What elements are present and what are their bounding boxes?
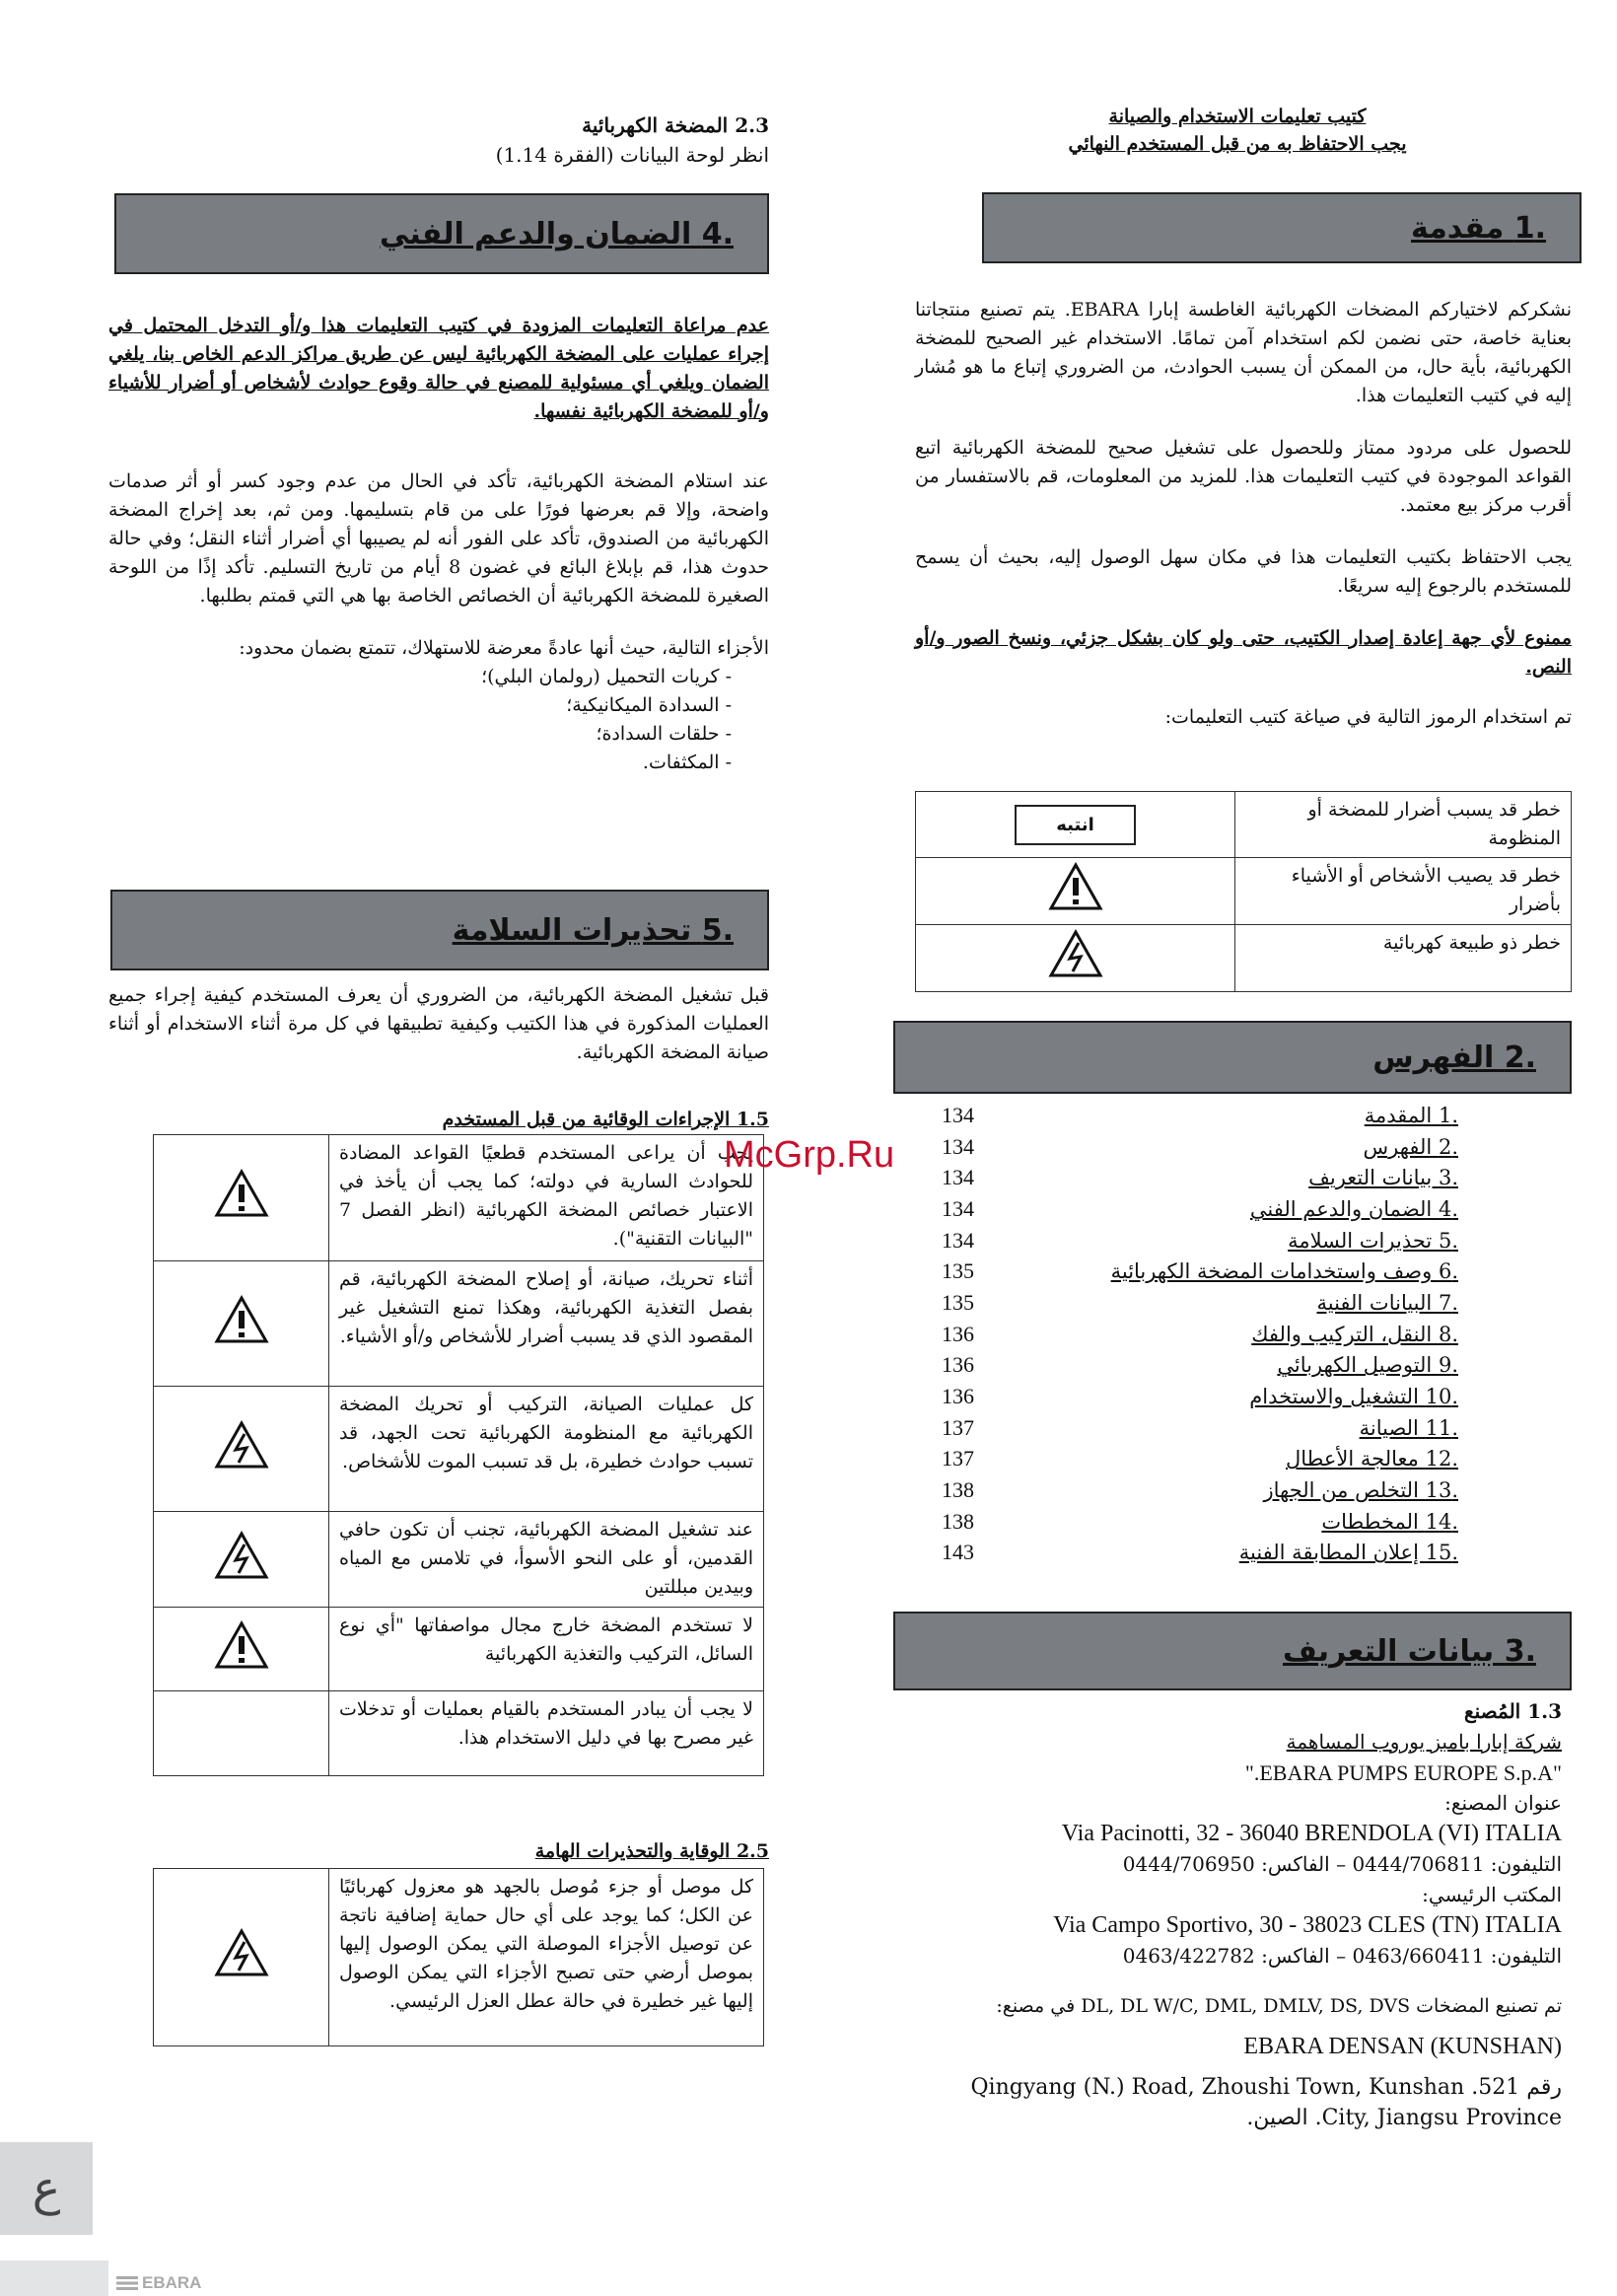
- document-title: [1055, 103, 1420, 158]
- toc-label: .10 التشغيل والاستخدام: [1249, 1385, 1458, 1409]
- office-label: المكتب الرئيسي:: [1422, 1883, 1562, 1906]
- warning-triangle-icon: [214, 1295, 269, 1344]
- toc-item[interactable]: [942, 1412, 1458, 1444]
- precaution-text: لا يجب أن يبادر المستخدم بالقيام بعمليات أو تدخلات غير مصرح بها في دليل الاستخدام هذا.: [329, 1691, 764, 1776]
- precaution-text: أثناء تحريك، صيانة، أو إصلاح المضخة الكهربائية، قم بفصل التغذية الكهربائية، وهكذا تمنع التشغيل غير المقصود الذي قد يسبب أضرار للأشخاص و/أو الأشياء.: [329, 1261, 764, 1387]
- brand-name: EBARA: [142, 2273, 202, 2292]
- toc-item[interactable]: [942, 1381, 1458, 1412]
- toc-label: .4 الضمان والدعم الفني: [1249, 1196, 1458, 1221]
- toc-page: 134: [942, 1102, 974, 1127]
- office-phone: التليفون: 0463/660411 – الفاكس: 0463/422782: [1122, 1944, 1562, 1968]
- warning-triangle-icon: [214, 1620, 269, 1670]
- list-item: - المكثفات.: [642, 752, 732, 773]
- section-2-title: .2 الفهرس: [1372, 1040, 1536, 1075]
- table-row: [154, 1608, 764, 1691]
- toc-label: .1 المقدمة: [1364, 1103, 1458, 1127]
- doc-title-line-2: يجب الاحتفاظ به من قبل المستخدم النهائي: [1068, 133, 1407, 155]
- section-5-1-heading: 1.5 الإجراءات الوقائية من قبل المستخدم: [442, 1109, 769, 1130]
- symbol-row: [916, 792, 1572, 858]
- list-item: - السدادة الميكانيكية؛: [566, 694, 732, 716]
- symbol-row: [916, 925, 1572, 992]
- electric-hazard-icon: [214, 1928, 269, 1977]
- toc-page: 134: [942, 1133, 974, 1159]
- toc-page: 137: [942, 1446, 974, 1471]
- symbol-desc: خطر قد يصيب الأشخاص أو الأشياء بأضرار: [1235, 858, 1572, 925]
- footer-strip: [0, 2260, 108, 2296]
- protection-text: كل موصل أو جزء مُوصل بالجهد هو معزول كهربائيًا عن الكل؛ كما يوجد على أي حال حماية إضافية ناتجة عن توصيل الأجزاء الموصلة التي يمكن الوصول إليها بموصل أرضي حتى تصبح الأجزاء التي يمكن الوصول إليها غير خطيرة في حالة عطل العزل الرئيسي.: [329, 1869, 764, 2046]
- precaution-text: لا تستخدم المضخة خارج مجال مواصفاتها "أي نوع السائل، التركيب والتغذية الكهربائية: [329, 1608, 764, 1691]
- toc-page: 136: [942, 1352, 974, 1378]
- toc-label: .14 المخططات: [1321, 1509, 1458, 1534]
- toc-item[interactable]: [942, 1506, 1458, 1538]
- safety-paragraph: قبل تشغيل المضخة الكهربائية، من الضروري أن يعرف المستخدم كيفية إجراء جميع العمليات المذكورة في هذا الكتيب وكيفية تطبيقها في كل مرة أثناء الاستخدام أو أثناء صيانة المضخة الكهربائية.: [108, 984, 769, 1063]
- toc-label: .13 التخلص من الجهاز: [1263, 1478, 1458, 1503]
- table-row: [154, 1135, 764, 1261]
- toc-page: 134: [942, 1165, 974, 1190]
- section-2-3-heading: 2.3 المضخة الكهربائية: [582, 113, 769, 137]
- manufacturer-address-label: عنوان المصنع:: [1444, 1791, 1562, 1815]
- warranty-warning: عدم مراعاة التعليمات المزودة في كتيب التعليمات هذا و/أو التدخل المحتمل في إجراء عمليات على المضخة الكهربائية ليس عن طريق مراكز الدعم الخاص بنا، يلغي الضمان ويلغي أي مسئولية للمصنع في حالة وقوع حوادث لأشخاص أو أضرار للأشياء و/أو للمضخة الكهربائية نفسها.: [108, 315, 769, 422]
- table-row: [154, 1691, 764, 1776]
- warranty-text: [108, 312, 769, 777]
- toc-item[interactable]: [942, 1193, 1458, 1225]
- toc-page: 138: [942, 1508, 974, 1534]
- pumps-line: تم تصنيع المضخات DL, DL W/C, DML, DMLV, DS, DVS في مصنع:: [996, 1995, 1562, 2017]
- warranty-paragraph-2: الأجزاء التالية، حيث أنها عادةً معرضة للاستهلاك، تتمتع بضمان محدود:: [239, 637, 769, 659]
- section-1-title: .1 مقدمة: [1411, 210, 1546, 246]
- section-2-header: [893, 1021, 1572, 1094]
- toc-item[interactable]: [942, 1131, 1458, 1163]
- toc-page: 137: [942, 1414, 974, 1440]
- manufacturer-phone: التليفون: 0444/706811 – الفاكس: 0444/706950: [1122, 1852, 1562, 1876]
- ebara-logo: [116, 2273, 201, 2293]
- doc-title-line-1: كتيب تعليمات الاستخدام والصيانة: [1108, 106, 1367, 127]
- intro-text: [915, 296, 1572, 732]
- electric-pump-section: [108, 110, 769, 170]
- section-2-3-text: انظر لوحة البيانات (الفقرة 1.14): [495, 143, 769, 167]
- section-3-title: .3 بيانات التعريف: [1282, 1633, 1536, 1669]
- factory-address-2: City, Jiangsu Province. الصين.: [1246, 2106, 1562, 2130]
- copyright-notice: ممنوع لأي جهة إعادة إصدار الكتيب، حتى ولو كان بشكل جزئي، ونسخ الصور و/أو النص.: [915, 627, 1572, 678]
- toc-page: 135: [942, 1258, 974, 1284]
- section-5-header: [110, 890, 769, 970]
- office-address: Via Campo Sportivo, 30 - 38023 CLES (TN) ITALIA: [1053, 1912, 1562, 1938]
- symbols-table: [915, 791, 1572, 992]
- table-of-contents: [942, 1100, 1458, 1568]
- warning-triangle-icon: [214, 1169, 269, 1218]
- toc-item[interactable]: [942, 1350, 1458, 1382]
- warranty-paragraph-1: عند استلام المضخة الكهربائية، تأكد في الحال من عدم وجود كسر أو أثر صدمات واضحة، وإلا قم بعرضها فورًا على من قام بتسليمها. ومن ثم، بعد إخراج المضخة الكهربائية من الصندوق، تأكد على الفور أنه لم يصيبها أي أضرار أثناء النقل؛ وفي حالة حدوث هذا، قم بإبلاغ البائع في غضون 8 أيام من تاريخ التسليم. تأكد إذًا من اللوحة الصغيرة للمضخة الكهربائية أن الخصائص الخاصة بها هي التي قمتم بطلبها.: [108, 470, 769, 607]
- factory-name: EBARA DENSAN (KUNSHAN): [1243, 2034, 1562, 2059]
- toc-item[interactable]: [942, 1538, 1458, 1569]
- symbol-desc: خطر قد يسبب أضرار للمضخة أو المنظومة: [1235, 792, 1572, 858]
- intro-paragraph-1: نشكركم لاختياركم المضخات الكهربائية الغاطسة إبارا EBARA. يتم تصنيع منتجاتنا بعناية خاصة، حتى نضمن لكم استخدام آمن تمامًا. الاستخدام غير الصحيح للمضخة الكهربائية، بأية حال، من الممكن أن يسبب الحوادث، من الضروري إتباع ما هو مُشار إليه في كتيب التعليمات هذا.: [915, 299, 1572, 406]
- toc-item[interactable]: [942, 1162, 1458, 1193]
- toc-label: .11 الصيانة: [1359, 1415, 1458, 1440]
- electric-hazard-icon: [214, 1531, 269, 1580]
- intro-paragraph-2: للحصول على مردود ممتاز وللحصول على تشغيل صحيح للمضخة الكهربائية اتبع القواعد الموجودة في كتيب التعليمات هذا. للمزيد من المعلومات، قم بالاستفسار من أقرب مركز بيع معتمد.: [915, 437, 1572, 516]
- toc-page: 136: [942, 1384, 974, 1409]
- manufacturer-address: Via Pacinotti, 32 - 36040 BRENDOLA (VI) ITALIA: [1061, 1821, 1562, 1846]
- toc-item[interactable]: [942, 1100, 1458, 1131]
- precaution-text: عند تشغيل المضخة الكهربائية، تجنب أن تكون حافي القدمين، أو على النحو الأسوأ، في تلامس مع المياه وبيدين مبللتين: [329, 1512, 764, 1608]
- toc-item[interactable]: [942, 1319, 1458, 1350]
- manufacturer-name-en: "EBARA PUMPS EUROPE S.p.A.": [1244, 1760, 1562, 1785]
- toc-label: .8 النقل، التركيب والفك: [1251, 1322, 1458, 1346]
- attention-box-label: انتبه: [1015, 805, 1136, 845]
- toc-page: 143: [942, 1540, 974, 1565]
- list-item: - كريات التحميل (رولمان البلي)؛: [481, 666, 732, 687]
- toc-item[interactable]: [942, 1474, 1458, 1506]
- toc-label: .15 إعلان المطابقة الفنية: [1238, 1541, 1458, 1565]
- page-tab: [0, 2142, 93, 2235]
- attention-icon: [916, 792, 1235, 858]
- manufacturer-info: [887, 1696, 1562, 2133]
- intro-paragraph-3: يجب الاحتفاظ بكتيب التعليمات هذا في مكان سهل الوصول إليه، بحيث أن يسمح للمستخدم بالرجوع إليه سريعًا.: [915, 546, 1572, 597]
- protection-warnings-table: [153, 1868, 764, 2046]
- table-row: [154, 1512, 764, 1608]
- precaution-text: كل عمليات الصيانة، التركيب أو تحريك المضخة الكهربائية مع المنظومة الكهربائية تحت الجهد، قد تسبب حوادث خطيرة، بل قد تسبب الموت للأشخاص.: [329, 1387, 764, 1512]
- user-precautions-table: [153, 1134, 764, 1776]
- electric-hazard-icon: [214, 1420, 269, 1470]
- toc-label: .5 تحذيرات السلامة: [1288, 1228, 1458, 1253]
- toc-item[interactable]: [942, 1256, 1458, 1287]
- table-row: [154, 1869, 764, 2046]
- toc-page: 138: [942, 1477, 974, 1503]
- toc-page: 135: [942, 1289, 974, 1315]
- toc-label: .7 البيانات الفنية: [1316, 1290, 1458, 1315]
- ebara-logo-icon: [116, 2275, 138, 2291]
- section-4-header: [114, 193, 769, 274]
- table-row: [154, 1387, 764, 1512]
- table-row: [154, 1261, 764, 1387]
- toc-label: .6 وصف واستخدامات المضخة الكهربائية: [1110, 1259, 1458, 1284]
- toc-label: .12 معالجة الأعطال: [1286, 1447, 1458, 1471]
- toc-item[interactable]: [942, 1287, 1458, 1319]
- symbols-intro: تم استخدام الرموز التالية في صياغة كتيب التعليمات:: [1164, 706, 1572, 728]
- symbol-row: [916, 858, 1572, 925]
- limited-warranty-list: [108, 663, 769, 777]
- section-3-header: [893, 1612, 1572, 1690]
- list-item: - حلقات السدادة؛: [596, 723, 732, 745]
- warning-triangle-icon: [1048, 862, 1103, 911]
- page-mark: ع: [32, 2161, 61, 2216]
- section-4-title: .4 الضمان والدعم الفني: [380, 216, 734, 251]
- safety-text: [108, 981, 769, 1067]
- factory-address-1: رقم 521. Qingyang (N.) Road, Zhoushi Town, Kunshan: [970, 2075, 1562, 2100]
- toc-item[interactable]: [942, 1225, 1458, 1256]
- toc-label: .3 بيانات التعريف: [1308, 1166, 1458, 1190]
- manufacturer-name-ar: شركة إبارا بامبز يوروب المساهمة: [1286, 1730, 1562, 1754]
- watermark: McGrp.Ru: [724, 1134, 895, 1176]
- symbol-desc: خطر ذو طبيعة كهربائية: [1235, 925, 1572, 992]
- toc-page: 136: [942, 1321, 974, 1346]
- manufacturer-heading: 1.3 المُصنع: [1464, 1699, 1562, 1723]
- electric-hazard-icon: [1048, 929, 1103, 978]
- section-1-header: [982, 192, 1582, 263]
- section-5-title: .5 تحذيرات السلامة: [452, 912, 734, 948]
- section-5-2-heading: 2.5 الوقاية والتحذيرات الهامة: [534, 1840, 769, 1862]
- toc-page: 134: [942, 1195, 974, 1221]
- precaution-text: يجب أن يراعى المستخدم قطعيًا القواعد المضادة للحوادث السارية في دولته؛ كما يجب أن يأخذ في الاعتبار خصائص المضخة الكهربائية (انظر الفصل 7 "البيانات التقنية").: [329, 1135, 764, 1261]
- toc-label: .9 التوصيل الكهربائي: [1277, 1353, 1458, 1378]
- toc-label: .2 الفهرس: [1363, 1134, 1458, 1159]
- toc-page: 134: [942, 1227, 974, 1253]
- toc-item[interactable]: [942, 1444, 1458, 1475]
